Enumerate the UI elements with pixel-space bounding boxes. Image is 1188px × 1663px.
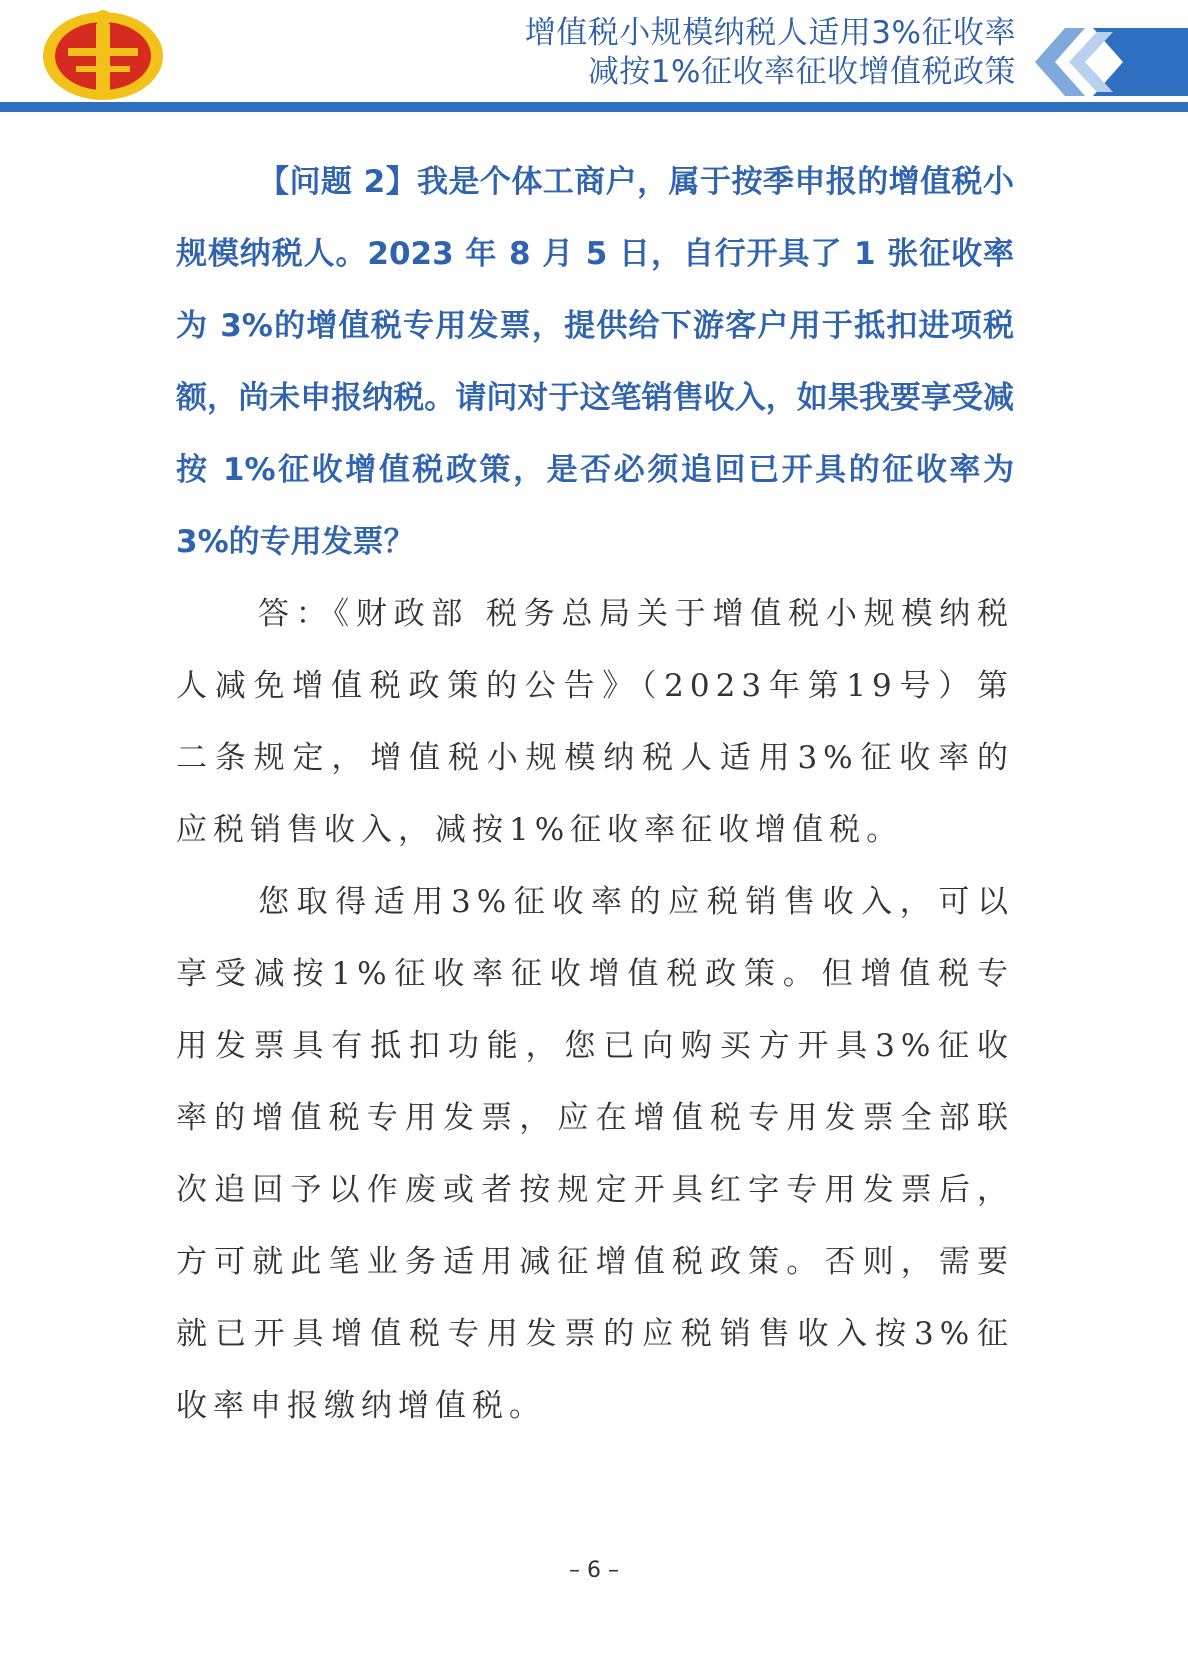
page-header (0, 0, 1188, 118)
answer-paragraph-1: 答：《财政部 税务总局关于增值税小规模纳税人减免增值税政策的公告》（2023年第19号）第二条规定，增值税小规模纳税人适用3%征收率的应税销售收入，减按1%征收率征收增值税。 (176, 596, 1014, 848)
question-paragraph: 【问题 2】我是个体工商户，属于按季申报的增值税小规模纳税人。2023 年 8 月 5 日，自行开具了 1 张征收率为 3%的增值税专用发票，提供给下游客户用于抵扣进项税额，尚未申报纳税。请问对于这笔销售收入，如果我要享受减按 1%征收增值税政策，是否必须追回已开具的征收率为 3%的专用发票？ (176, 164, 1014, 560)
document-body (176, 146, 1014, 1442)
page-number: – 6 – (569, 1558, 619, 1583)
header-title-line1: 增值税小规模纳税人适用3%征收率 (524, 15, 1016, 51)
chevron-left-icon (1023, 28, 1188, 96)
tax-emblem-icon (38, 4, 168, 108)
header-title-line2: 减按1%征收率征收增值税政策 (587, 54, 1016, 90)
answer-paragraph-2: 您取得适用3%征收率的应税销售收入，可以享受减按1%征收率征收增值税政策。但增值税专用发票具有抵扣功能，您已向购买方开具3%征收率的增值税专用发票，应在增值税专用发票全部联次追回予以作废或者按规定开具红字专用发票后，方可就此笔业务适用减征增值税政策。否则，需要就已开具增值税专用发票的应税销售收入按3%征收率申报缴纳增值税。 (176, 884, 1014, 1424)
header-title (525, 14, 1016, 92)
header-rule (0, 102, 1188, 112)
